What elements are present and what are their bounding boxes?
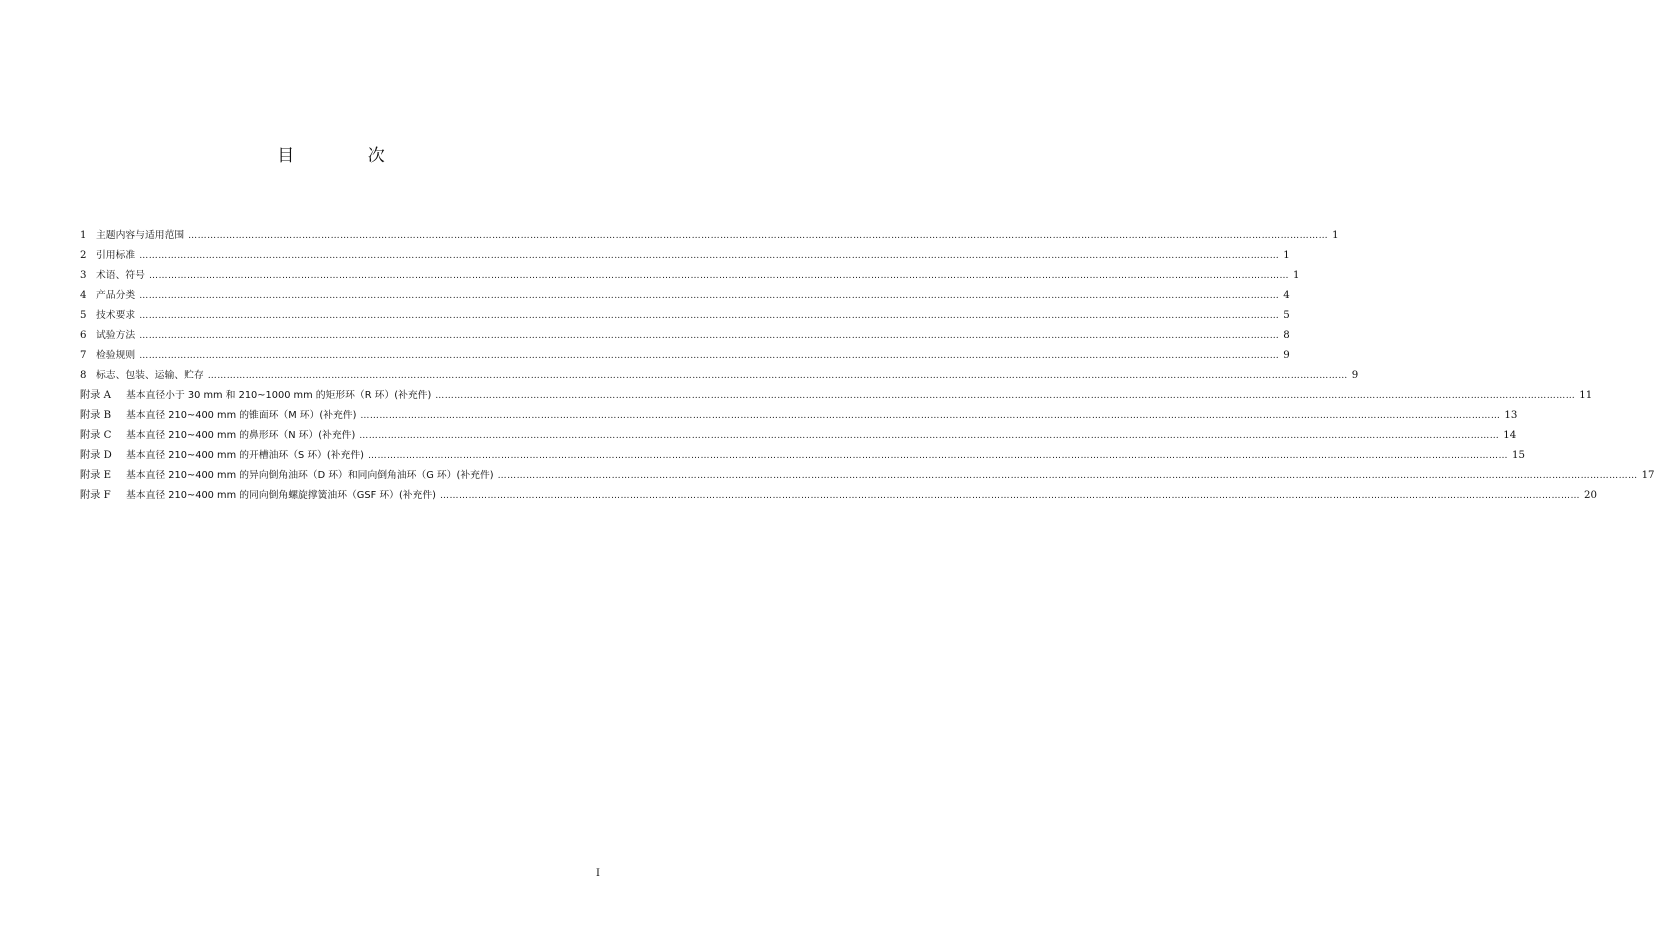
toc-entry-label: 基本直径 210~400 mm 的异向倒角油环（D 环）和同向倒角油环（G 环）(补充件)	[126, 470, 494, 481]
toc-appendix-entry[interactable]	[80, 406, 1518, 426]
table-of-contents	[80, 226, 1655, 506]
toc-dot-leader: ………………………………………………………………………………………………………………………………………………………………………………………………………………………………………………………………………………………………………………………………	[139, 291, 1280, 301]
toc-dot-leader: ………………………………………………………………………………………………………………………………………………………………………………………………………………………………………………………………………………………………………………………………	[497, 471, 1638, 481]
toc-entry-number: 4	[80, 290, 87, 301]
toc-entry-page: 17	[1641, 470, 1655, 481]
toc-entry-label: 术语、符号	[96, 270, 145, 281]
toc-entry-page: 1	[1332, 230, 1339, 241]
toc-entry-number: 3	[80, 270, 87, 281]
toc-dot-leader: ………………………………………………………………………………………………………………………………………………………………………………………………………………………………………………………………………………………………………………………………	[207, 371, 1348, 381]
toc-entry-number: 5	[80, 310, 87, 321]
toc-entry[interactable]	[80, 286, 1290, 306]
toc-dot-leader: ………………………………………………………………………………………………………………………………………………………………………………………………………………………………………………………………………………………………………………………………	[188, 231, 1329, 241]
toc-dot-leader: ………………………………………………………………………………………………………………………………………………………………………………………………………………………………………………………………………………………………………………………………	[360, 411, 1501, 421]
toc-entry-number: 附录 B	[80, 410, 112, 421]
toc-entry-page: 1	[1292, 270, 1300, 281]
toc-dot-leader: ………………………………………………………………………………………………………………………………………………………………………………………………………………………………………………………………………………………………………………………………	[367, 451, 1508, 461]
toc-dot-leader: ………………………………………………………………………………………………………………………………………………………………………………………………………………………………………………………………………………………………………………………………	[139, 351, 1280, 361]
toc-entry[interactable]	[80, 226, 1339, 246]
toc-dot-leader: ………………………………………………………………………………………………………………………………………………………………………………………………………………………………………………………………………………………………………………………………	[139, 311, 1280, 321]
toc-entry-label: 基本直径 210~400 mm 的开槽油环（S 环）(补充件)	[126, 450, 364, 461]
toc-appendix-entry[interactable]	[80, 426, 1517, 446]
toc-dot-leader: ………………………………………………………………………………………………………………………………………………………………………………………………………………………………………………………………………………………………………………………………	[359, 431, 1500, 441]
page-title: 目 次	[277, 146, 419, 166]
toc-entry-page: 14	[1503, 430, 1517, 441]
toc-entry-label: 试验方法	[96, 330, 136, 341]
toc-entry-number: 1	[80, 230, 87, 241]
toc-entry-page: 9	[1283, 350, 1290, 361]
toc-entry-number: 附录 F	[80, 490, 111, 501]
toc-entry[interactable]	[80, 366, 1359, 386]
toc-entry-number: 7	[80, 350, 87, 361]
toc-entry[interactable]	[80, 346, 1290, 366]
toc-dot-leader: ………………………………………………………………………………………………………………………………………………………………………………………………………………………………………………………………………………………………………………………………	[148, 271, 1289, 281]
toc-entry-number: 6	[80, 330, 87, 341]
toc-entry-page: 1	[1283, 250, 1290, 261]
toc-appendix-entry[interactable]	[80, 486, 1597, 506]
toc-entry-page: 9	[1351, 370, 1359, 381]
toc-entry-label: 引用标准	[96, 250, 136, 261]
toc-entry[interactable]	[80, 326, 1290, 346]
toc-entry-page: 5	[1283, 310, 1290, 321]
toc-entry-page: 11	[1579, 390, 1593, 401]
toc-entry-number: 8	[80, 370, 87, 381]
toc-entry-label: 基本直径 210~400 mm 的锥面环（M 环）(补充件)	[126, 410, 357, 421]
toc-appendix-entry[interactable]	[80, 466, 1655, 486]
toc-dot-leader: ………………………………………………………………………………………………………………………………………………………………………………………………………………………………………………………………………………………………………………………………	[439, 491, 1580, 501]
toc-entry-page: 13	[1504, 410, 1518, 421]
toc-entry[interactable]	[80, 246, 1290, 266]
toc-dot-leader: ………………………………………………………………………………………………………………………………………………………………………………………………………………………………………………………………………………………………………………………………	[139, 251, 1280, 261]
toc-entry-label: 基本直径小于 30 mm 和 210~1000 mm 的矩形环（R 环）(补充件)	[126, 390, 432, 401]
toc-entry-page: 4	[1283, 290, 1290, 301]
toc-entry[interactable]	[80, 306, 1290, 326]
toc-entry-page: 20	[1583, 490, 1597, 501]
toc-entry[interactable]	[80, 266, 1300, 286]
toc-entry-label: 检验规则	[96, 350, 136, 361]
toc-appendix-entry[interactable]	[80, 446, 1525, 466]
toc-entry-page: 8	[1283, 330, 1290, 341]
toc-dot-leader: ………………………………………………………………………………………………………………………………………………………………………………………………………………………………………………………………………………………………………………………………	[139, 331, 1280, 341]
toc-appendix-entry[interactable]	[80, 386, 1593, 406]
toc-entry-number: 附录 A	[80, 390, 111, 401]
toc-entry-label: 基本直径 210~400 mm 的鼻形环（N 环）(补充件)	[126, 430, 356, 441]
toc-dot-leader: ………………………………………………………………………………………………………………………………………………………………………………………………………………………………………………………………………………………………………………………………	[435, 391, 1576, 401]
toc-entry-label: 主题内容与适用范围	[96, 230, 185, 241]
toc-entry-label: 技术要求	[96, 310, 136, 321]
page-number: I	[596, 868, 600, 879]
toc-entry-label: 基本直径 210~400 mm 的同向倒角螺旋撑簧油环（GSF 环）(补充件)	[126, 490, 436, 501]
toc-entry-label: 产品分类	[96, 290, 136, 301]
toc-entry-number: 附录 D	[80, 450, 112, 461]
toc-entry-number: 附录 C	[80, 430, 112, 441]
toc-entry-label: 标志、包装、运输、贮存	[96, 370, 204, 381]
toc-entry-page: 15	[1511, 450, 1525, 461]
toc-entry-number: 2	[80, 250, 87, 261]
toc-entry-number: 附录 E	[80, 470, 112, 481]
